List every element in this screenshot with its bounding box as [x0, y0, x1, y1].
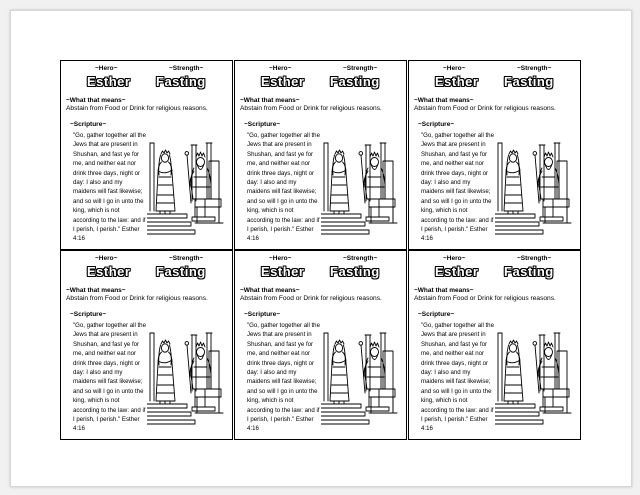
bookmark-card	[234, 60, 407, 250]
esther-before-king-illustration	[495, 331, 577, 440]
hero-label: ~Hero~	[269, 255, 292, 262]
means-heading: ~What that means~	[240, 97, 300, 104]
strength-label: ~Strength~	[517, 255, 552, 262]
esther-before-king-illustration	[495, 141, 577, 250]
scripture-heading: ~Scripture~	[70, 311, 107, 318]
scripture-text: "Go, gather together all the Jews that are present in Shushan, and fast ye for me, and neither eat nor drink three days, night or day: I also and my maidens will fast likewise; and so will I go in unto the king, which is not according to the law: and if I perish, I perish." Esther 4:16	[247, 132, 320, 243]
strength-name: Fasting	[504, 264, 554, 279]
strength-name: Fasting	[156, 264, 206, 279]
bookmark-card	[408, 250, 581, 440]
scripture-heading: ~Scripture~	[418, 121, 455, 128]
strength-name: Fasting	[330, 264, 380, 279]
scripture-text: "Go, gather together all the Jews that are present in Shushan, and fast ye for me, and neither eat nor drink three days, night or day: I also and my maidens will fast likewise; and so will I go in unto the king, which is not according to the law: and if I perish, I perish." Esther 4:16	[73, 322, 146, 433]
hero-label: ~Hero~	[443, 255, 466, 262]
strength-name: Fasting	[156, 74, 206, 89]
means-heading: ~What that means~	[66, 287, 126, 294]
hero-name: Esther	[87, 74, 131, 89]
bookmark-card	[60, 60, 233, 250]
scripture-text: "Go, gather together all the Jews that are present in Shushan, and fast ye for me, and neither eat nor drink three days, night or day: I also and my maidens will fast likewise; and so will I go in unto the king, which is not according to the law: and if I perish, I perish." Esther 4:16	[73, 132, 146, 243]
scripture-heading: ~Scripture~	[418, 311, 455, 318]
esther-before-king-illustration	[321, 141, 403, 250]
strength-name: Fasting	[330, 74, 380, 89]
strength-label: ~Strength~	[169, 255, 204, 262]
esther-before-king-illustration	[147, 331, 229, 440]
bookmark-card	[234, 250, 407, 440]
means-text: Abstain from Food or Drink for religious reasons.	[414, 105, 556, 112]
hero-name: Esther	[261, 264, 305, 279]
means-heading: ~What that means~	[66, 97, 126, 104]
scripture-heading: ~Scripture~	[70, 121, 107, 128]
hero-name: Esther	[261, 74, 305, 89]
bookmark-card	[60, 250, 233, 440]
strength-label: ~Strength~	[343, 65, 378, 72]
strength-name: Fasting	[504, 74, 554, 89]
strength-label: ~Strength~	[343, 255, 378, 262]
means-heading: ~What that means~	[240, 287, 300, 294]
hero-label: ~Hero~	[443, 65, 466, 72]
scripture-text: "Go, gather together all the Jews that are present in Shushan, and fast ye for me, and neither eat nor drink three days, night or day: I also and my maidens will fast likewise; and so will I go in unto the king, which is not according to the law: and if I perish, I perish." Esther 4:16	[421, 132, 494, 243]
means-text: Abstain from Food or Drink for religious reasons.	[66, 105, 208, 112]
esther-before-king-illustration	[321, 331, 403, 440]
scripture-heading: ~Scripture~	[244, 121, 281, 128]
hero-label: ~Hero~	[95, 255, 118, 262]
document-page	[10, 10, 632, 487]
hero-label: ~Hero~	[269, 65, 292, 72]
strength-label: ~Strength~	[169, 65, 204, 72]
hero-label: ~Hero~	[95, 65, 118, 72]
scripture-heading: ~Scripture~	[244, 311, 281, 318]
esther-before-king-illustration	[147, 141, 229, 250]
strength-label: ~Strength~	[517, 65, 552, 72]
means-heading: ~What that means~	[414, 97, 474, 104]
hero-name: Esther	[87, 264, 131, 279]
means-text: Abstain from Food or Drink for religious reasons.	[240, 105, 382, 112]
means-text: Abstain from Food or Drink for religious reasons.	[240, 295, 382, 302]
scripture-text: "Go, gather together all the Jews that are present in Shushan, and fast ye for me, and neither eat nor drink three days, night or day: I also and my maidens will fast likewise; and so will I go in unto the king, which is not according to the law: and if I perish, I perish." Esther 4:16	[247, 322, 320, 433]
hero-name: Esther	[435, 264, 479, 279]
hero-name: Esther	[435, 74, 479, 89]
means-heading: ~What that means~	[414, 287, 474, 294]
means-text: Abstain from Food or Drink for religious reasons.	[66, 295, 208, 302]
bookmark-card	[408, 60, 581, 250]
scripture-text: "Go, gather together all the Jews that are present in Shushan, and fast ye for me, and neither eat nor drink three days, night or day: I also and my maidens will fast likewise; and so will I go in unto the king, which is not according to the law: and if I perish, I perish." Esther 4:16	[421, 322, 494, 433]
means-text: Abstain from Food or Drink for religious reasons.	[414, 295, 556, 302]
